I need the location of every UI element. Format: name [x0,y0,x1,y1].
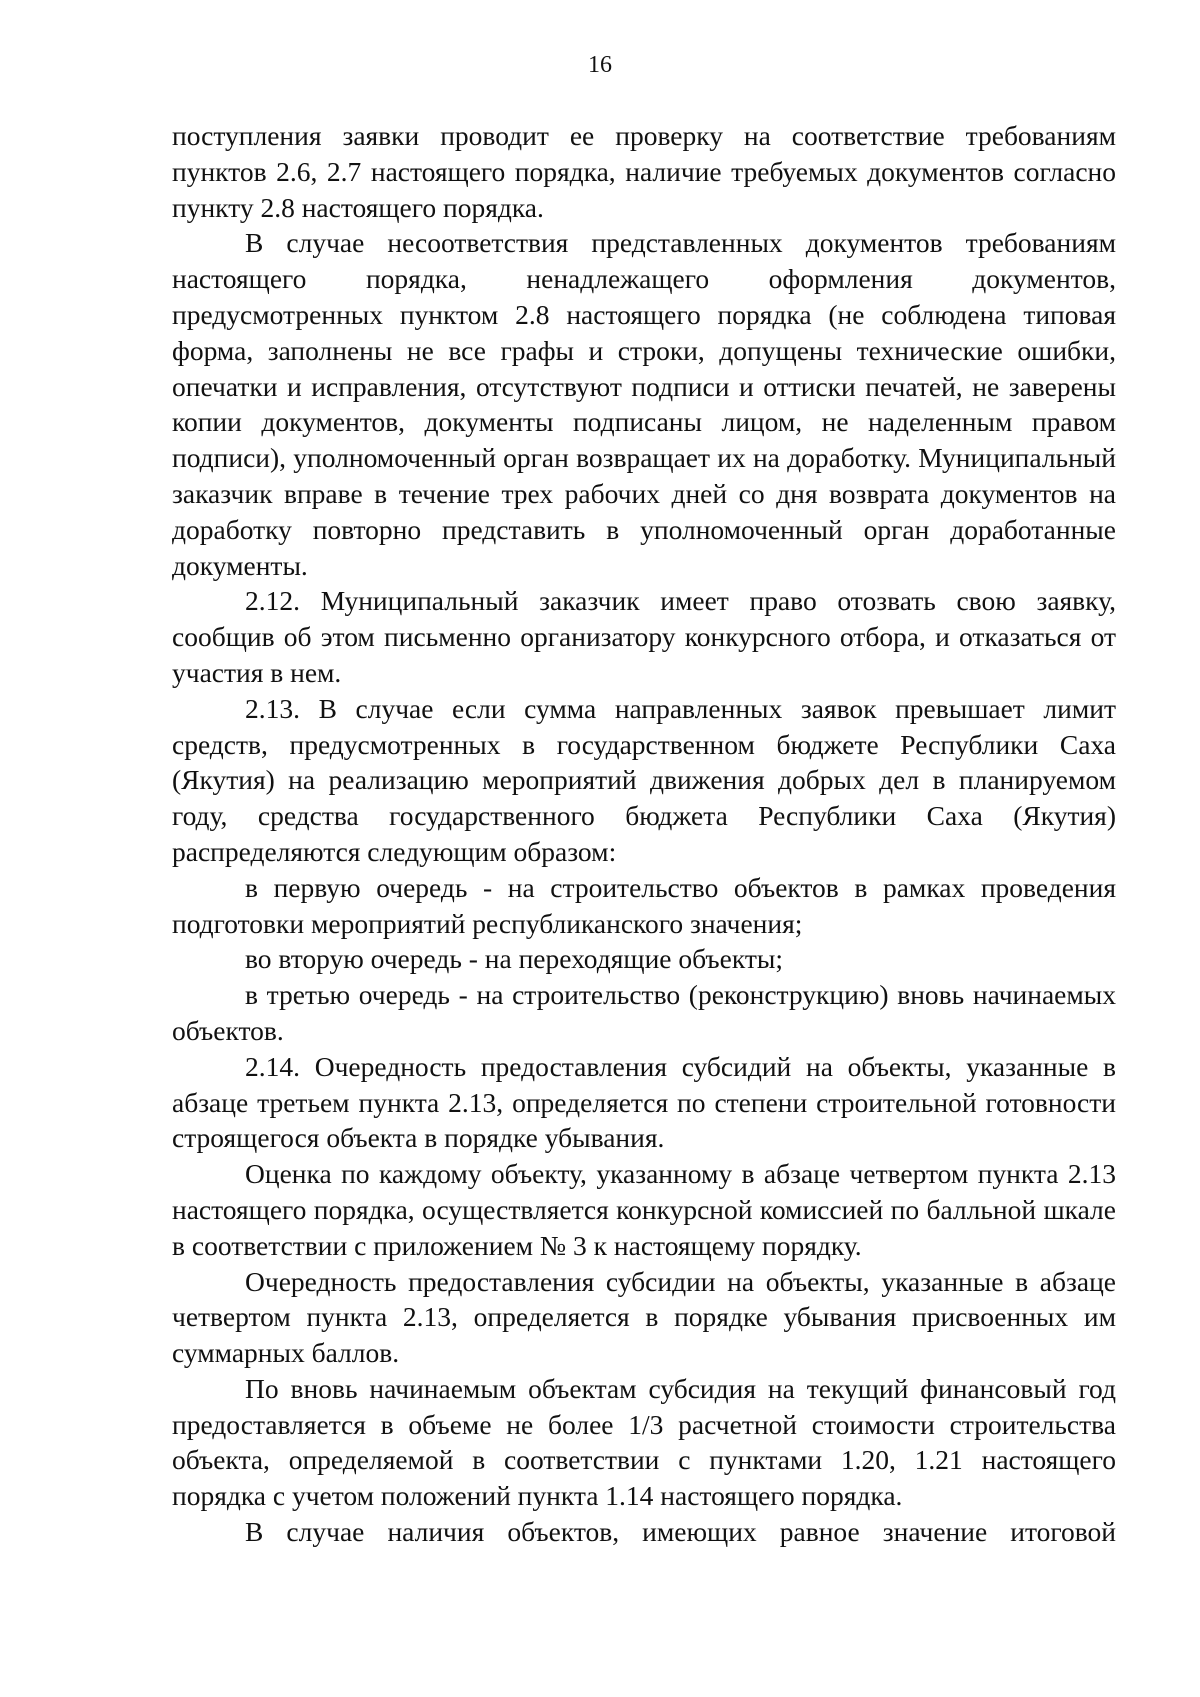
paragraph-second-priority: во вторую очередь - на переходящие объекты; [245,943,783,975]
paragraph-2-12: 2.12. Муниципальный заказчик имеет право отозвать свою заявку, сообщив об этом письменно организатору конкурсного отбора, и отказаться от участия в нем. [172,585,1116,688]
paragraph-evaluation: Оценка по каждому объекту, указанному в абзаце четвертом пункта 2.13 настоящего порядка, осуществляется конкурсной комиссией по балльной шкале в соответствии с приложением № 3 к настоящему порядку. [172,1158,1116,1261]
paragraph-2-14: 2.14. Очередность предоставления субсидий на объекты, указанные в абзаце третьем пункта 2.13, определяется по степени строительной готовности строящегося объекта в порядке убывания. [172,1050,1116,1154]
paragraph-third-priority: в третью очередь - на строительство (реконструкцию) вновь начинаемых объектов. [172,979,1116,1046]
paragraph-first-priority: в первую очередь - на строительство объектов в рамках проведения подготовки мероприятий республиканского значения; [172,871,1116,939]
paragraph-equal-values: В случае наличия объектов, имеющих равное значение итоговой [245,1516,1116,1548]
document-body [172,118,1116,1550]
paragraph-new-objects: По вновь начинаемым объектам субсидия на текущий финансовый год предоставляется в объеме не более 1/3 расчетной стоимости строительства объекта, определяемой в соответствии с пунктами 1.20, 1.21 настоящего порядка с учетом положений пункта 1.14 настоящего порядка. [172,1372,1116,1512]
paragraph-subsidy-order: Очередность предоставления субсидии на объекты, указанные в абзаце четвертом пункта 2.13, определяется в порядке убывания присвоенных им суммарных баллов. [172,1265,1116,1369]
paragraph-2-13: 2.13. В случае если сумма направленных заявок превышает лимит средств, предусмотренных в государственном бюджете Республики Саха (Якутия) на реализацию мероприятий движения добрых дел в планируемом году, средства государственного бюджета Республики Саха (Якутия) распределяются следующим образом: [172,692,1116,867]
paragraph-continuation: поступления заявки проводит ее проверку на соответствие требованиям пунктов 2.6, 2.7 настоящего порядка, наличие требуемых документов согласно пункту 2.8 настоящего порядка. [172,120,1116,223]
page-number: 16 [588,52,612,78]
paragraph-documents-return: В случае несоответствия представленных документов требованиям настоящего порядка, ненадлежащего оформления документов, предусмотренных пунктом 2.8 настоящего порядка (не соблюдена типовая форма, заполнены не все графы и строки, допущены технические ошибки, опечатки и исправления, отсутствуют подписи и оттиски печатей, не заверены копии документов, документы подписаны лицом, не наделенным правом подписи), уполномоченный орган возвращает их на доработку. Муниципальный заказчик вправе в течение трех рабочих дней со дня возврата документов на доработку повторно представить в уполномоченный орган доработанные документы. [172,227,1116,581]
